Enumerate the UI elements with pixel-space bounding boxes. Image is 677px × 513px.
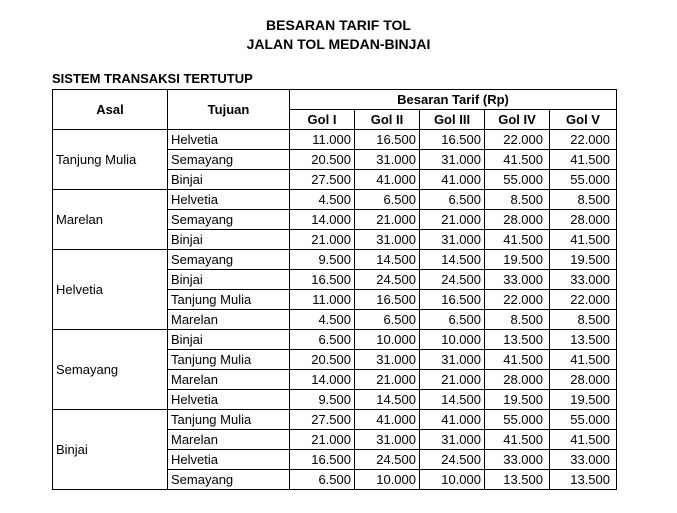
cell-tujuan: Marelan — [168, 310, 290, 330]
cell-tarif-gol-3: 31.000 — [420, 150, 485, 170]
cell-tarif-gol-1: 20.500 — [290, 150, 355, 170]
cell-tarif-gol-5: 28.000 — [550, 370, 617, 390]
cell-tarif-gol-2: 16.500 — [355, 130, 420, 150]
cell-tarif-gol-1: 16.500 — [290, 270, 355, 290]
cell-tarif-gol-4: 41.500 — [485, 430, 550, 450]
cell-tarif-gol-5: 55.000 — [550, 170, 617, 190]
header-gol-5: Gol V — [550, 110, 617, 130]
header-asal: Asal — [53, 90, 168, 130]
table-row — [53, 330, 617, 350]
cell-tarif-gol-2: 14.500 — [355, 390, 420, 410]
cell-tarif-gol-3: 21.000 — [420, 370, 485, 390]
cell-tarif-gol-4: 13.500 — [485, 470, 550, 490]
cell-tarif-gol-5: 8.500 — [550, 190, 617, 210]
tariff-table — [52, 89, 617, 490]
document-subtitle: JALAN TOL MEDAN-BINJAI — [246, 36, 431, 52]
cell-tarif-gol-2: 31.000 — [355, 230, 420, 250]
cell-tarif-gol-4: 19.500 — [485, 390, 550, 410]
cell-tarif-gol-1: 6.500 — [290, 330, 355, 350]
cell-tarif-gol-2: 41.000 — [355, 170, 420, 190]
cell-tarif-gol-4: 8.500 — [485, 310, 550, 330]
cell-tujuan: Helvetia — [168, 390, 290, 410]
cell-tarif-gol-5: 41.500 — [550, 150, 617, 170]
cell-tarif-gol-4: 28.000 — [485, 210, 550, 230]
cell-tarif-gol-1: 4.500 — [290, 190, 355, 210]
cell-tarif-gol-3: 6.500 — [420, 310, 485, 330]
cell-tarif-gol-4: 13.500 — [485, 330, 550, 350]
document-title: BESARAN TARIF TOL — [266, 17, 411, 33]
cell-tarif-gol-4: 55.000 — [485, 170, 550, 190]
cell-tarif-gol-4: 28.000 — [485, 370, 550, 390]
table-row — [53, 410, 617, 430]
header-tujuan: Tujuan — [168, 90, 290, 130]
cell-tarif-gol-1: 21.000 — [290, 230, 355, 250]
section-title: SISTEM TRANSAKSI TERTUTUP — [52, 71, 253, 86]
cell-asal: Marelan — [53, 190, 168, 250]
cell-tarif-gol-5: 22.000 — [550, 290, 617, 310]
cell-tarif-gol-4: 41.500 — [485, 150, 550, 170]
cell-tarif-gol-2: 31.000 — [355, 150, 420, 170]
cell-tarif-gol-1: 16.500 — [290, 450, 355, 470]
cell-tujuan: Helvetia — [168, 130, 290, 150]
cell-tarif-gol-3: 24.500 — [420, 450, 485, 470]
cell-tujuan: Helvetia — [168, 190, 290, 210]
cell-tarif-gol-3: 31.000 — [420, 350, 485, 370]
cell-tarif-gol-5: 13.500 — [550, 330, 617, 350]
cell-tarif-gol-5: 33.000 — [550, 270, 617, 290]
header-gol-2: Gol II — [355, 110, 420, 130]
table-row — [53, 250, 617, 270]
cell-tarif-gol-2: 6.500 — [355, 310, 420, 330]
cell-tarif-gol-4: 41.500 — [485, 230, 550, 250]
cell-tarif-gol-4: 22.000 — [485, 290, 550, 310]
cell-tarif-gol-3: 6.500 — [420, 190, 485, 210]
cell-tarif-gol-4: 19.500 — [485, 250, 550, 270]
cell-tarif-gol-5: 28.000 — [550, 210, 617, 230]
cell-tarif-gol-4: 33.000 — [485, 270, 550, 290]
cell-tarif-gol-1: 9.500 — [290, 390, 355, 410]
cell-tujuan: Binjai — [168, 230, 290, 250]
cell-tujuan: Tanjung Mulia — [168, 350, 290, 370]
tariff-table-body — [53, 130, 617, 490]
cell-tujuan: Binjai — [168, 270, 290, 290]
cell-tujuan: Semayang — [168, 470, 290, 490]
cell-tarif-gol-1: 27.500 — [290, 170, 355, 190]
cell-tarif-gol-1: 9.500 — [290, 250, 355, 270]
cell-tujuan: Tanjung Mulia — [168, 410, 290, 430]
cell-tujuan: Semayang — [168, 210, 290, 230]
cell-tarif-gol-2: 24.500 — [355, 450, 420, 470]
cell-asal: Helvetia — [53, 250, 168, 330]
cell-tarif-gol-2: 21.000 — [355, 370, 420, 390]
cell-tarif-gol-2: 16.500 — [355, 290, 420, 310]
cell-tarif-gol-3: 14.500 — [420, 390, 485, 410]
cell-tarif-gol-2: 21.000 — [355, 210, 420, 230]
header-besaran-tarif: Besaran Tarif (Rp) — [290, 90, 617, 110]
cell-tarif-gol-1: 11.000 — [290, 290, 355, 310]
cell-tarif-gol-2: 24.500 — [355, 270, 420, 290]
cell-tarif-gol-3: 14.500 — [420, 250, 485, 270]
cell-tarif-gol-3: 41.000 — [420, 410, 485, 430]
cell-tarif-gol-2: 10.000 — [355, 330, 420, 350]
cell-tarif-gol-4: 8.500 — [485, 190, 550, 210]
cell-tarif-gol-4: 55.000 — [485, 410, 550, 430]
cell-tarif-gol-3: 31.000 — [420, 430, 485, 450]
cell-tarif-gol-3: 31.000 — [420, 230, 485, 250]
cell-tujuan: Binjai — [168, 330, 290, 350]
cell-tarif-gol-5: 41.500 — [550, 430, 617, 450]
cell-tarif-gol-3: 10.000 — [420, 470, 485, 490]
cell-tarif-gol-3: 41.000 — [420, 170, 485, 190]
cell-tarif-gol-1: 11.000 — [290, 130, 355, 150]
table-row — [53, 190, 617, 210]
cell-tarif-gol-5: 22.000 — [550, 130, 617, 150]
cell-tarif-gol-5: 33.000 — [550, 450, 617, 470]
cell-tarif-gol-1: 6.500 — [290, 470, 355, 490]
cell-tarif-gol-3: 24.500 — [420, 270, 485, 290]
cell-tarif-gol-1: 4.500 — [290, 310, 355, 330]
header-row — [53, 90, 617, 110]
cell-tarif-gol-4: 41.500 — [485, 350, 550, 370]
cell-tarif-gol-2: 31.000 — [355, 430, 420, 450]
cell-tujuan: Binjai — [168, 170, 290, 190]
cell-tarif-gol-5: 8.500 — [550, 310, 617, 330]
cell-tarif-gol-3: 10.000 — [420, 330, 485, 350]
cell-tarif-gol-1: 21.000 — [290, 430, 355, 450]
cell-asal: Semayang — [53, 330, 168, 410]
cell-tarif-gol-5: 19.500 — [550, 390, 617, 410]
cell-tujuan: Semayang — [168, 150, 290, 170]
cell-tujuan: Helvetia — [168, 450, 290, 470]
table-row — [53, 130, 617, 150]
cell-asal: Binjai — [53, 410, 168, 490]
header-gol-3: Gol III — [420, 110, 485, 130]
cell-tarif-gol-4: 22.000 — [485, 130, 550, 150]
cell-tarif-gol-2: 10.000 — [355, 470, 420, 490]
header-gol-1: Gol I — [290, 110, 355, 130]
cell-tarif-gol-3: 21.000 — [420, 210, 485, 230]
cell-tujuan: Marelan — [168, 370, 290, 390]
cell-tujuan: Tanjung Mulia — [168, 290, 290, 310]
cell-tarif-gol-1: 20.500 — [290, 350, 355, 370]
header-gol-4: Gol IV — [485, 110, 550, 130]
cell-tarif-gol-2: 41.000 — [355, 410, 420, 430]
cell-tarif-gol-5: 19.500 — [550, 250, 617, 270]
cell-tarif-gol-2: 6.500 — [355, 190, 420, 210]
cell-tarif-gol-1: 27.500 — [290, 410, 355, 430]
cell-tarif-gol-3: 16.500 — [420, 130, 485, 150]
cell-tarif-gol-5: 55.000 — [550, 410, 617, 430]
cell-tarif-gol-1: 14.000 — [290, 210, 355, 230]
cell-tarif-gol-3: 16.500 — [420, 290, 485, 310]
cell-tarif-gol-5: 41.500 — [550, 230, 617, 250]
cell-tujuan: Semayang — [168, 250, 290, 270]
cell-tarif-gol-5: 13.500 — [550, 470, 617, 490]
cell-tarif-gol-2: 31.000 — [355, 350, 420, 370]
cell-tarif-gol-4: 33.000 — [485, 450, 550, 470]
cell-tujuan: Marelan — [168, 430, 290, 450]
cell-asal: Tanjung Mulia — [53, 130, 168, 190]
cell-tarif-gol-1: 14.000 — [290, 370, 355, 390]
cell-tarif-gol-2: 14.500 — [355, 250, 420, 270]
cell-tarif-gol-5: 41.500 — [550, 350, 617, 370]
